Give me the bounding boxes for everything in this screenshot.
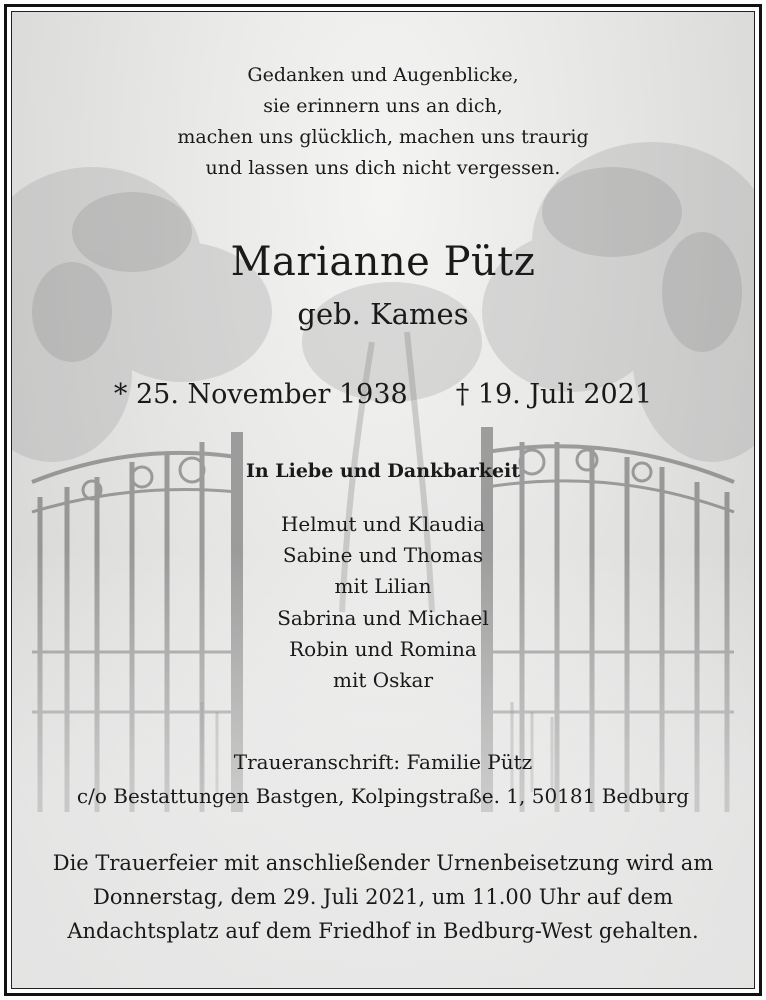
- death-date: † 19. Juli 2021: [455, 379, 653, 410]
- inner-border: [11, 11, 755, 989]
- address-line: c/o Bestattungen Bastgen, Kolpingstraße. 1, 50181 Bedburg: [76, 784, 690, 808]
- poem-line: sie erinnern uns an dich,: [263, 95, 503, 117]
- address-line: Traueranschrift: Familie Pütz: [233, 750, 533, 774]
- poem-line: Gedanken und Augenblicke,: [247, 64, 519, 86]
- mourner-entry: mit Oskar: [332, 668, 434, 693]
- notice-content: [12, 12, 754, 988]
- deceased-name: Marianne Pütz: [230, 239, 536, 285]
- mourner-entry: Sabrina und Michael: [277, 605, 489, 630]
- maiden-name: geb. Kames: [297, 297, 469, 331]
- ceremony-line: Die Trauerfeier mit anschließender Urnenbeisetzung wird am: [52, 851, 714, 875]
- ceremony-line: Donnerstag, dem 29. Juli 2021, um 11.00 Uhr auf dem: [92, 885, 674, 909]
- poem-line: machen uns glücklich, machen uns traurig: [177, 126, 589, 148]
- mourner-entry: Robin und Romina: [289, 636, 477, 661]
- thanks-heading: In Liebe und Dankbarkeit: [245, 460, 521, 482]
- mourner-entry: mit Lilian: [334, 574, 432, 599]
- mourners-list: [12, 509, 754, 696]
- life-dates: [12, 377, 754, 413]
- mourner-entry: Helmut und Klaudia: [280, 512, 486, 536]
- birth-date: * 25. November 1938: [113, 379, 408, 410]
- memorial-poem: [12, 60, 754, 184]
- poem-line: und lassen uns dich nicht vergessen.: [205, 157, 561, 179]
- ceremony-announcement: [12, 846, 754, 948]
- mourning-address: [12, 745, 754, 813]
- ceremony-line: Andachtsplatz auf dem Friedhof in Bedburg-West gehalten.: [67, 919, 699, 943]
- mourner-entry: Sabine und Thomas: [282, 543, 484, 568]
